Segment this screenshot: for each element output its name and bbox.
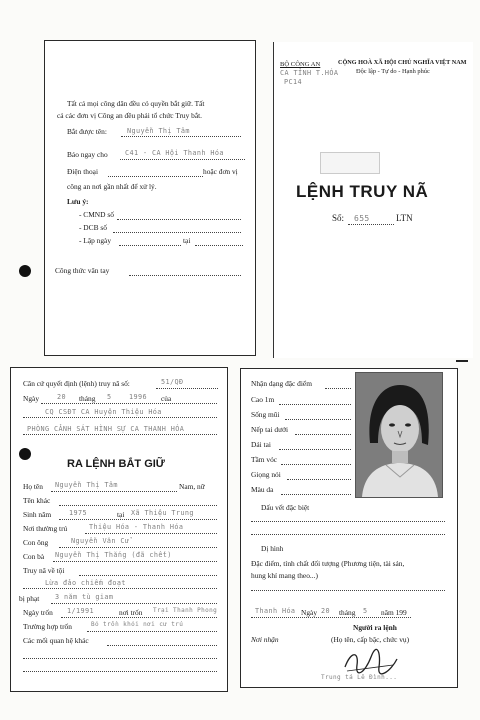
nep-tai-duoi-label: Nếp tai dưới (251, 425, 289, 434)
cua-label: của (161, 394, 172, 403)
tai-value: Xã Thiệu Trung (131, 509, 194, 517)
bao-ngay-label: Báo ngay cho (67, 150, 108, 159)
issuer-line-2: PHÒNG CẢNH SÁT HÌNH SỰ CA THANH HÓA (27, 425, 185, 433)
stamp-mark (320, 152, 380, 174)
panel-arrest-order (10, 367, 228, 692)
ngay-value: 20 (321, 607, 330, 615)
truong-hop-tron-value: Bỏ trốn khỏi nơi cư trú (91, 621, 184, 628)
signature-scribble (341, 647, 401, 677)
noi-nhan-label: Nơi nhận (251, 635, 279, 644)
nam-label: năm 199 (381, 608, 407, 617)
noi-tron-value: Trại Thanh Phong (153, 607, 218, 614)
thang-value: 5 (363, 607, 368, 615)
portrait-image (356, 373, 442, 497)
ho-ten-cap-bac: (Họ tên, cấp bậc, chức vụ) (331, 635, 410, 644)
giong-noi-label: Giọng nói (251, 470, 281, 479)
so-label: Số: (332, 213, 345, 223)
bi-phat-label: bị phạt (19, 594, 40, 603)
thang-value: 5 (107, 393, 112, 401)
can-cu-label: Căn cứ quyết định (lệnh) truy nã số: (23, 379, 130, 388)
ngay-tron-label: Ngày trốn (23, 608, 53, 617)
toi-value: Lừa đảo chiếm đoạt (45, 579, 126, 587)
edge-mark (456, 360, 468, 362)
nguoi-ra-lenh: Người ra lệnh (353, 623, 397, 632)
dau-vet-dac-biet-label: Dấu vết đặc biệt (261, 503, 310, 512)
punch-hole-2 (19, 448, 31, 460)
dac-diem-line-2: hung khí mang theo...) (251, 571, 318, 580)
org-value: PC14 (284, 78, 302, 86)
truy-na-ve-toi-label: Truy nã về tội (23, 566, 65, 575)
con-ong-value: Nguyễn Văn Cử (71, 537, 130, 545)
motto: Độc lập - Tự do - Hạnh phúc (356, 68, 430, 75)
sinh-nam-label: Sinh năm (23, 510, 52, 519)
bo-cong-an: BỘ CÔNG AN (280, 61, 321, 68)
cao-label: Cao 1m (251, 395, 275, 404)
ngay-value: 20 (57, 393, 66, 401)
so-suffix: LTN (396, 213, 413, 223)
con-ba-value: Nguyễn Thị Thắng (đã chết) (55, 551, 172, 559)
intro-line-1: Tất cả mọi công dân đều có quyền bắt giữ. Tất (67, 99, 205, 108)
tai-label: tại (183, 236, 191, 245)
tai-label: tại (117, 510, 125, 519)
dac-diem-line-1: Đặc điểm, tính chất đối tượng (Phương tiện, tài sản, (251, 559, 405, 568)
place-value: Thanh Hóa (255, 607, 296, 615)
mau-da-label: Màu da (251, 485, 274, 494)
bat-duoc-ten-value: Nguyễn Thị Tâm (127, 127, 190, 135)
nam-value: 1996 (129, 393, 147, 401)
con-ong-label: Con ông (23, 538, 49, 547)
noi-thuong-tru-label: Nơi thường trú (23, 524, 68, 533)
bi-phat-value: 3 năm tù giam (55, 593, 114, 601)
noi-tron-label: nơi trốn (119, 608, 143, 617)
thang-label: tháng (79, 394, 96, 403)
ra-lenh-bat-giu-title: RA LỆNH BẮT GIỮ (67, 458, 165, 470)
suspect-photo (355, 372, 443, 498)
intro-line-2: cả các đơn vị Công an đều phải tổ chức Truy bắt. (57, 111, 203, 120)
ca-tinh-value: CA TỈNH T.HÓA (280, 69, 339, 77)
ten-khac-label: Tên khác (23, 496, 51, 505)
dien-thoai-label: Điện thoại (67, 167, 98, 176)
punch-hole-1 (19, 265, 31, 277)
ngay-label: Ngày (23, 394, 40, 403)
nam-nu-label: Nam, nữ (179, 482, 205, 491)
thang-label: tháng (339, 608, 356, 617)
noi-thuong-tru-value: Thiệu Hóa - Thanh Hóa (89, 523, 184, 531)
cmnd-label: - CMND số (79, 210, 114, 219)
nhan-dang-label: Nhận dạng đặc điểm (251, 379, 312, 388)
ngay-label: Ngày (301, 608, 318, 617)
song-mui-label: Sống mũi (251, 410, 280, 419)
signer-value: Trung tá Lê Đình... (321, 674, 398, 681)
so-value: 655 (354, 214, 370, 223)
cong-thuc-van-tay: Công thức vân tay (55, 266, 110, 275)
panel-cover (273, 42, 473, 358)
dcb-label: - DCB số (79, 223, 107, 232)
bat-duoc-ten-label: Bắt được tên: (67, 127, 107, 136)
lap-ngay-label: - Lập ngày (79, 236, 112, 245)
ho-ten-value: Nguyễn Thị Tâm (55, 481, 118, 489)
cong-an-noi: công an nơi gần nhất để xử lý. (67, 182, 157, 191)
can-cu-value: 51/QĐ (161, 378, 184, 386)
republic-title: CỘNG HOÀ XÃ HỘI CHỦ NGHĨA VIỆT NAM (338, 59, 467, 66)
con-ba-label: Con bà (23, 552, 45, 561)
luu-y: Lưu ý: (67, 197, 89, 206)
ngay-tron-value: 1/1991 (67, 607, 94, 615)
di-hinh-label: Dị hình (261, 544, 284, 553)
cac-moi-quan-he-label: Các mối quan hệ khác (23, 636, 89, 645)
bao-ngay-value: C41 - CA Hội Thanh Hóa (125, 149, 224, 157)
panel-instructions (44, 40, 256, 356)
tam-voc-label: Tầm vóc (251, 455, 278, 464)
issuer-line-1: CQ CSĐT CA Huyện Thiệu Hóa (45, 408, 162, 416)
lenh-truy-na-title: LỆNH TRUY NÃ (296, 182, 429, 201)
truong-hop-tron-label: Trường hợp trốn (23, 622, 72, 631)
ho-ten-label: Họ tên (23, 482, 43, 491)
hoac-don-vi: hoặc đơn vị (203, 167, 238, 176)
dai-tai-label: Dái tai (251, 440, 271, 449)
sinh-nam-value: 1975 (69, 509, 87, 517)
